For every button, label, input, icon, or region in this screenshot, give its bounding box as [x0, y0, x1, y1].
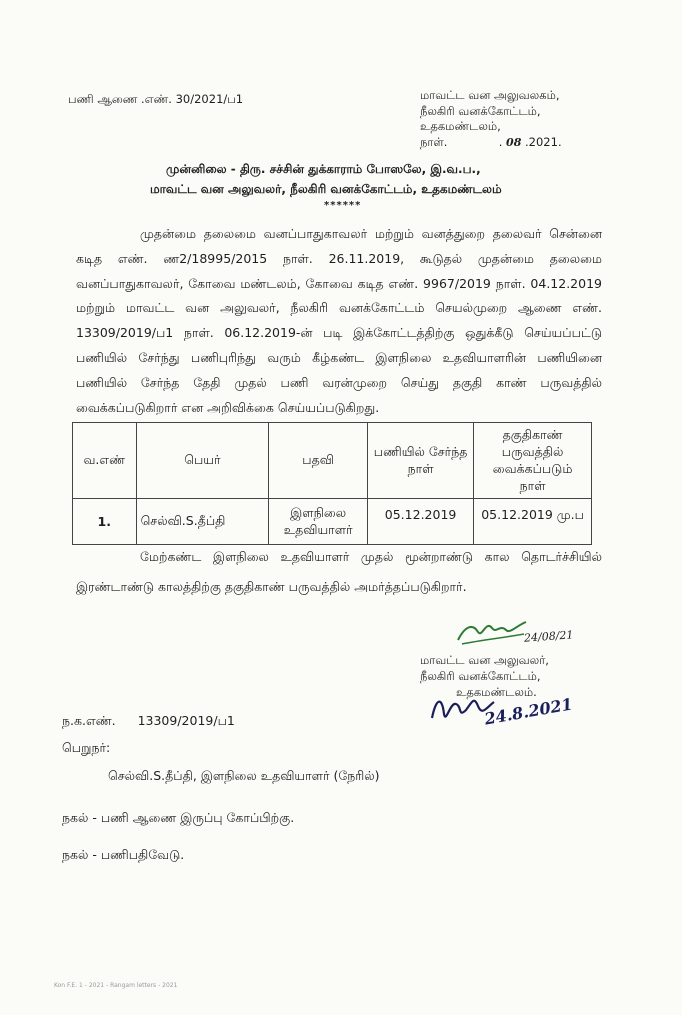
- header-name: பெயர்: [136, 423, 269, 499]
- body-line: பணியில் சேர்ந்த தேதி முதல் பணி வரன்முறை செய்து தகுதி காண் பருவத்தில்: [76, 374, 602, 390]
- office-line: உதகமண்டலம்,: [420, 119, 501, 133]
- header-probation: தகுதிகாண் பருவத்தில் வைக்கப்படும் நாள்: [474, 423, 592, 499]
- date-value: .: [498, 134, 503, 149]
- presence-line-1: முன்னிலை - திரு. சச்சின் துக்காராம் போஸலே, இ.வ.ப.,: [166, 162, 481, 176]
- copy-line: நகல் - பணி ஆணை இருப்பு கோப்பிற்கு.: [62, 810, 295, 825]
- copy-line: நகல் - பணிபதிவேடு.: [62, 847, 185, 862]
- office-line: மாவட்ட வன அலுவலகம்,: [420, 88, 560, 102]
- probation-table: [72, 422, 592, 545]
- closing-paragraph: [76, 542, 602, 602]
- body-line: பணியில் சேர்ந்து பணிபுரிந்து வரும் கீழ்கண்ட இளநிலை உதவியாளரின் பணியினை: [76, 349, 602, 365]
- cell-name: செல்வி.S.தீப்தி: [136, 499, 269, 545]
- body-paragraph: [76, 222, 602, 420]
- office-address: [420, 88, 562, 150]
- header-sno: வ.எண்: [73, 423, 137, 499]
- reference-label: ந.க.எண்.: [62, 713, 116, 728]
- initial-signature: [452, 610, 532, 650]
- date-line: [420, 135, 562, 151]
- initial-date: 24/08/21: [523, 628, 574, 645]
- body-line: முதன்மை தலைமை வனப்பாதுகாவலர் மற்றும் வனத்துறை தலைவர் சென்னை: [140, 226, 602, 241]
- order-number: பணி ஆணை .எண். 30/2021/ப1: [68, 92, 244, 106]
- presence-line-2: மாவட்ட வன அலுவலர், நீலகிரி வனக்கோட்டம், உதகமண்டலம்: [150, 182, 502, 196]
- reference-value: 13309/2019/ப1: [137, 713, 235, 728]
- body-line: வைக்கப்படுகிறார் என அறிவிக்கை செய்யப்படுகிறது.: [76, 399, 380, 415]
- body-line: 13309/2019/ப1 நாள். 06.12.2019-ன் படி இக்கோட்டத்திற்கு ஒதுக்கீடு செய்யப்பட்டு: [76, 325, 602, 341]
- header-joined: பணியில் சேர்ந்த நாள்: [367, 423, 473, 499]
- date-year: .2021.: [525, 134, 562, 149]
- closing-line: மேற்கண்ட இளநிலை உதவியாளர் முதல் மூன்றாண்டு கால தொடர்ச்சியில்: [140, 549, 602, 564]
- cell-sno: 1.: [73, 499, 137, 545]
- handwritten-date: 24.8.2021: [483, 694, 575, 729]
- header-post: பதவி: [269, 423, 368, 499]
- signatory-line: உதகமண்டலம்.: [456, 685, 537, 699]
- date-prefix: நாள்.: [420, 134, 448, 149]
- reference-line: [62, 713, 235, 730]
- body-line: மற்றும் மாவட்ட வன அலுவலர், நீலகிரி வனக்கோட்டம் செயல்முறை ஆணை எண்.: [76, 300, 602, 316]
- body-line: வனப்பாதுகாவலர், கோவை மண்டலம், கோவை கடித எண். 9967/2019 நாள். 04.12.2019: [76, 275, 602, 291]
- recipient-name: செல்வி.S.தீப்தி, இளநிலை உதவியாளர் (நேரில்): [108, 768, 380, 783]
- cell-post: இளநிலை உதவியாளர்: [269, 499, 368, 545]
- cell-joined: 05.12.2019: [367, 499, 473, 545]
- presence-stars: ******: [324, 200, 362, 211]
- office-line: நீலகிரி வனக்கோட்டம்,: [420, 103, 541, 118]
- closing-line: இரண்டாண்டு காலத்திற்கு தகுதிகாண் பருவத்தில் அமர்த்தப்படுகிறார்.: [76, 579, 467, 594]
- signatory-line: மாவட்ட வன அலுவலர்,: [420, 653, 549, 667]
- footer-note: Kon F.E. 1 - 2021 - Rangam letters - 2021: [54, 982, 178, 989]
- table-row: [73, 499, 592, 545]
- date-written: 08: [506, 135, 522, 149]
- cell-probation: 05.12.2019 மு.ப: [474, 499, 592, 545]
- recipient-label: பெறுநர்:: [62, 740, 111, 755]
- signatory-line: நீலகிரி வனக்கோட்டம்,: [420, 669, 541, 683]
- body-line: கடித எண். ண2/18995/2015 நாள். 26.11.2019, கூடுதல் முதன்மை தலைமை: [76, 250, 602, 266]
- table-header-row: [73, 423, 592, 499]
